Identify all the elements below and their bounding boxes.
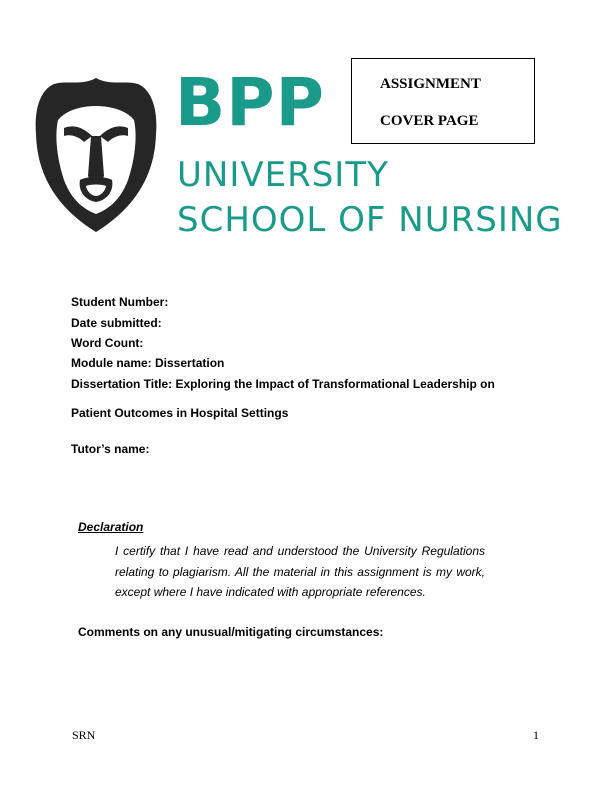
brand-university-line: UNIVERSITY	[177, 155, 389, 195]
brand-school-line: SCHOOL OF NURSING	[177, 200, 563, 240]
page-number: 1	[533, 728, 539, 742]
cover-box-line2: COVER PAGE	[380, 113, 479, 129]
dissertation-title-line2: Patient Outcomes in Hospital Settings	[71, 406, 289, 420]
lion-head-shield-icon	[34, 76, 158, 234]
date-submitted-label: Date submitted:	[71, 316, 162, 330]
comments-label: Comments on any unusual/mitigating circumstances:	[78, 625, 384, 639]
tutor-name-label: Tutor’s name:	[71, 442, 150, 456]
assignment-cover-box	[351, 58, 535, 144]
word-count-label: Word Count:	[71, 336, 144, 350]
module-name-label: Module name: Dissertation	[71, 356, 225, 370]
declaration-heading: Declaration	[78, 520, 144, 534]
cover-box-line1: ASSIGNMENT	[380, 76, 481, 92]
declaration-text: I certify that I have read and understood the University Regulations relating to plagiarism. All the material in this assignment is my work, except where I have indicated with appropriate references.	[115, 544, 485, 599]
brand-name: BPP	[175, 64, 326, 141]
dissertation-title-line1: Dissertation Title: Exploring the Impact of Transformational Leadership on	[71, 377, 495, 391]
student-number-label: Student Number:	[71, 295, 169, 309]
footer-srn: SRN	[72, 728, 96, 742]
